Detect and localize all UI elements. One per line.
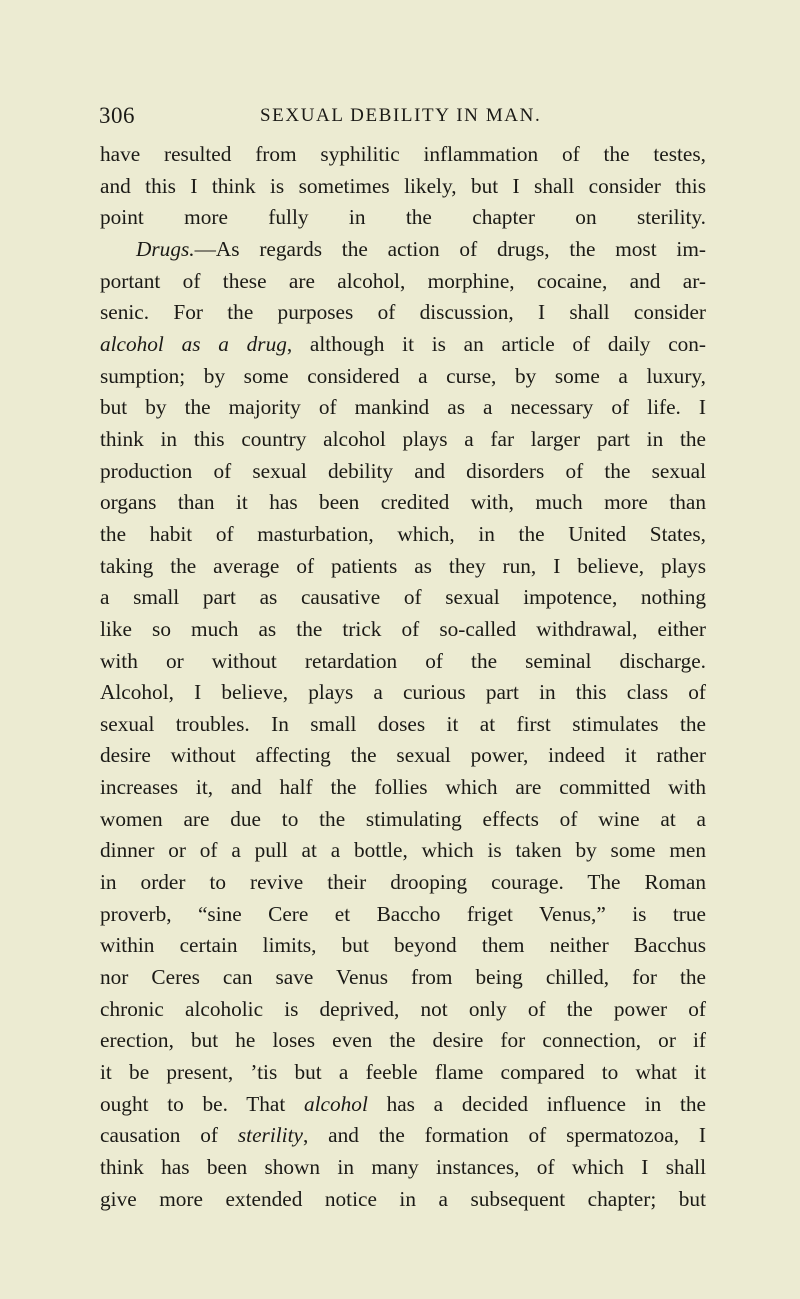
text-line [100, 740, 706, 772]
text-line [100, 329, 706, 361]
text-line [100, 994, 706, 1026]
text-span: women are due to the stimulating effects of wine at a [100, 806, 706, 831]
text-line [100, 582, 706, 614]
italic-text: sterility [237, 1123, 303, 1148]
text-line [100, 1089, 706, 1121]
text-span: erection, but he loses even the desire for connection, or if [100, 1028, 706, 1053]
text-line [100, 1152, 706, 1184]
text-line [100, 519, 706, 551]
text-line [100, 456, 706, 488]
text-span: give more extended notice in a subsequent chapter; but [100, 1186, 706, 1211]
running-title: SEXUAL DEBILITY IN MAN. [260, 105, 542, 126]
text-line [100, 804, 706, 836]
text-span: production of sexual debility and disorders of the sexual [100, 458, 706, 483]
text-line [100, 266, 706, 298]
body-text [100, 139, 706, 1215]
text-span: and this I think is sometimes likely, but I shall consider this [100, 173, 706, 198]
text-span: in order to revive their drooping courage. The Roman [100, 870, 706, 895]
text-span: have resulted from syphilitic inflammation of the testes, [100, 142, 706, 166]
text-span: think has been shown in many instances, of which I shall [100, 1155, 706, 1179]
text-line [100, 392, 706, 424]
text-span: senic. For the purposes of discussion, I shall consider [100, 300, 706, 325]
text-line [100, 867, 706, 899]
running-head [0, 103, 800, 137]
text-span: a small part as causative of sexual impotence, nothing [100, 585, 706, 610]
text-span: chronic alcoholic is deprived, not only of the power of [100, 996, 706, 1021]
text-line [100, 234, 706, 266]
text-span: causation of [100, 1123, 238, 1148]
text-span: it be present, ’tis but a feeble flame compared to what it [100, 1060, 706, 1085]
text-line [100, 899, 706, 931]
text-span: desire without affecting the sexual power, indeed it rather [100, 743, 706, 768]
text-line [100, 614, 706, 646]
text-line [100, 297, 706, 329]
text-span: taking the average of patients as they run, I believe, plays [100, 553, 706, 578]
text-line [100, 551, 706, 583]
italic-text: Drugs. [136, 236, 195, 261]
text-line [100, 646, 706, 678]
page-number: 306 [99, 103, 135, 128]
text-span: , although it is an article of daily con- [286, 331, 707, 356]
text-line [100, 487, 706, 519]
text-span: sumption; by some considered a curse, by some a luxury, [100, 363, 706, 388]
text-line [100, 1057, 706, 1089]
text-span: point more fully in the chapter on sterility. [100, 205, 706, 230]
text-span: nor Ceres can save Venus from being chilled, for the [100, 965, 706, 990]
text-line [100, 835, 706, 867]
text-span: proverb, “sine Cere et Baccho friget Venus,” is true [100, 901, 706, 926]
text-line [100, 424, 706, 456]
text-line [100, 930, 706, 962]
text-line [100, 1120, 706, 1152]
text-line [100, 1025, 706, 1057]
text-line [100, 1184, 706, 1216]
text-span: portant of these are alcohol, morphine, cocaine, and ar- [100, 268, 706, 293]
text-span: organs than it has been credited with, much more than [100, 490, 706, 515]
text-span: sexual troubles. In small doses it at first stimulates the [100, 711, 706, 736]
text-line [100, 772, 706, 804]
text-span: like so much as the trick of so-called withdrawal, either [100, 616, 706, 641]
text-line [100, 139, 706, 171]
text-span: Alcohol, I believe, plays a curious part in this class of [100, 680, 706, 705]
text-line [100, 962, 706, 994]
text-line [100, 171, 706, 203]
text-line [100, 709, 706, 741]
text-span: think in this country alcohol plays a far larger part in the [100, 426, 706, 451]
text-span: within certain limits, but beyond them neither Bacchus [100, 933, 706, 958]
italic-text: alcohol [303, 1091, 368, 1116]
text-line [100, 677, 706, 709]
text-span: dinner or of a pull at a bottle, which is taken by some men [100, 838, 706, 863]
text-span: with or without retardation of the seminal discharge. [100, 648, 706, 673]
text-span: the habit of masturbation, which, in the United States, [100, 521, 706, 546]
text-span: has a decided influence in the [367, 1091, 706, 1116]
text-span: but by the majority of mankind as a necessary of life. I [100, 395, 706, 420]
text-span: , and the formation of spermatozoa, I [302, 1123, 706, 1148]
text-span: —As regards the action of drugs, the most im- [194, 236, 706, 261]
text-line [100, 361, 706, 393]
italic-text: alcohol as a drug [100, 331, 287, 356]
text-span: increases it, and half the follies which are committed with [100, 775, 706, 800]
text-line [100, 202, 706, 234]
text-span: ought to be. That [100, 1091, 304, 1116]
